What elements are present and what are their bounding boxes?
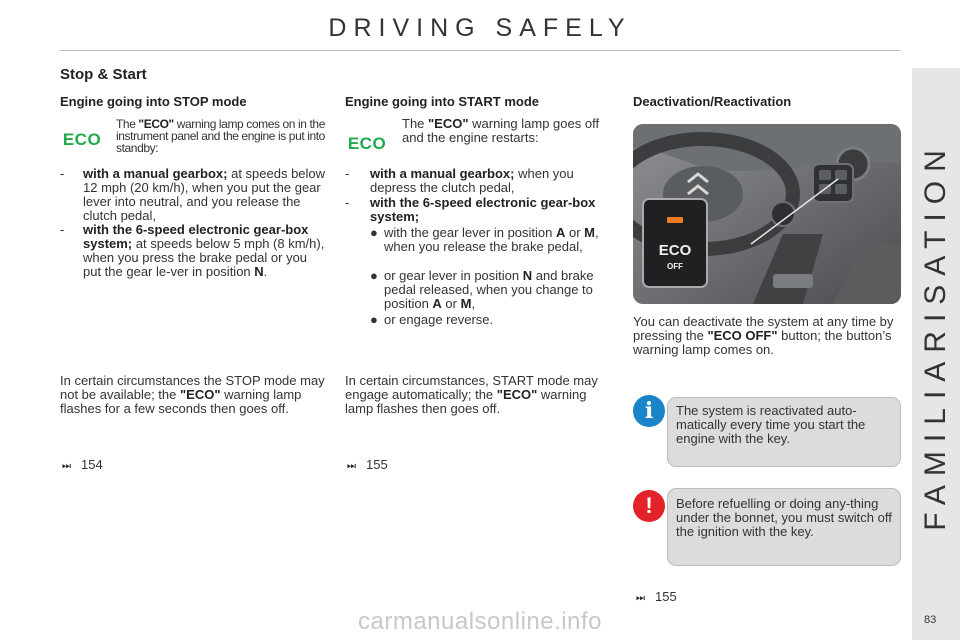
col1-item-electronic: - with the 6-speed electronic gear-box system; at speeds below 5 mph (8 km/h), when you press the brake pedal or you put the gear le-ver in position N. xyxy=(60,222,325,279)
skip-forward-icon: ⏭ xyxy=(347,461,356,472)
section-title: Stop & Start xyxy=(60,66,147,83)
warning-note-box xyxy=(667,488,901,566)
warning-note-text: Before refuelling or doing any-thing under the bonnet, you must switch off the ignition with the key. xyxy=(676,496,892,539)
dashboard-photo xyxy=(633,124,901,304)
col2-heading: Engine going into START mode xyxy=(345,94,540,109)
col1-footer: In certain circumstances the STOP mode may not be available; the "ECO" warning lamp flashes for a few seconds then goes off. xyxy=(60,373,325,416)
eco-off-button-label: ECO xyxy=(658,242,692,259)
col2-page-reference: ⏭ 155 xyxy=(347,457,388,472)
col2-footer: In certain circumstances, START mode may engage automatically; the "ECO" warning lamp flashes then goes off. xyxy=(345,373,598,416)
skip-forward-icon: ⏭ xyxy=(636,593,645,604)
col2-bullet-a: ● with the gear lever in position A or M, when you release the brake pedal, xyxy=(370,225,599,254)
watermark: carmanualsonline.info xyxy=(358,608,602,635)
eco-warning-icon: ECO xyxy=(347,134,387,153)
col2-item-electronic: - with the 6-speed electronic gear-box system; xyxy=(345,195,596,224)
info-icon: i xyxy=(633,395,665,427)
col3-heading: Deactivation/Reactivation xyxy=(633,94,792,109)
dashboard-illustration xyxy=(633,124,901,304)
col2-intro: The "ECO" warning lamp goes off and the engine restarts: xyxy=(402,116,600,145)
info-note-box xyxy=(667,397,901,467)
col3-page-reference: ⏭ 155 xyxy=(636,589,677,604)
title-divider xyxy=(60,50,900,51)
info-note-text: The system is reactivated auto-matically every time you start the engine with the key. xyxy=(676,403,866,446)
col2-bullet-reverse: ● or engage reverse. xyxy=(370,312,494,327)
col1-heading: Engine going into STOP mode xyxy=(60,94,247,109)
eco-off-button-sublabel: OFF xyxy=(667,262,683,271)
warning-icon: ! xyxy=(633,490,665,522)
col2-item-manual: - with a manual gearbox; when you depress the clutch pedal, xyxy=(345,166,574,195)
eco-warning-icon: ECO xyxy=(62,130,102,149)
col1-item-manual: - with a manual gearbox; at speeds below 12 mph (20 km/h), when you put the gear lever into neutral, and you release the clutch pedal, xyxy=(60,166,326,223)
col3-deactivation-text: You can deactivate the system at any time by pressing the "ECO OFF" button; the button’s warning lamp comes on. xyxy=(633,314,894,357)
page-number: 83 xyxy=(924,614,937,626)
col2-bullet-n: ● or gear lever in position N and brake pedal released, when you change to position A or M, xyxy=(370,268,594,311)
skip-forward-icon: ⏭ xyxy=(62,461,71,472)
page-title: DRIVING SAFELY xyxy=(328,14,632,42)
col1-page-reference: ⏭ 154 xyxy=(62,457,103,472)
side-tab-label: FAMILIARISATION xyxy=(919,141,952,531)
col1-intro: The "ECO" warning lamp comes on in the instrument panel and the engine is put into standby: xyxy=(116,117,325,155)
